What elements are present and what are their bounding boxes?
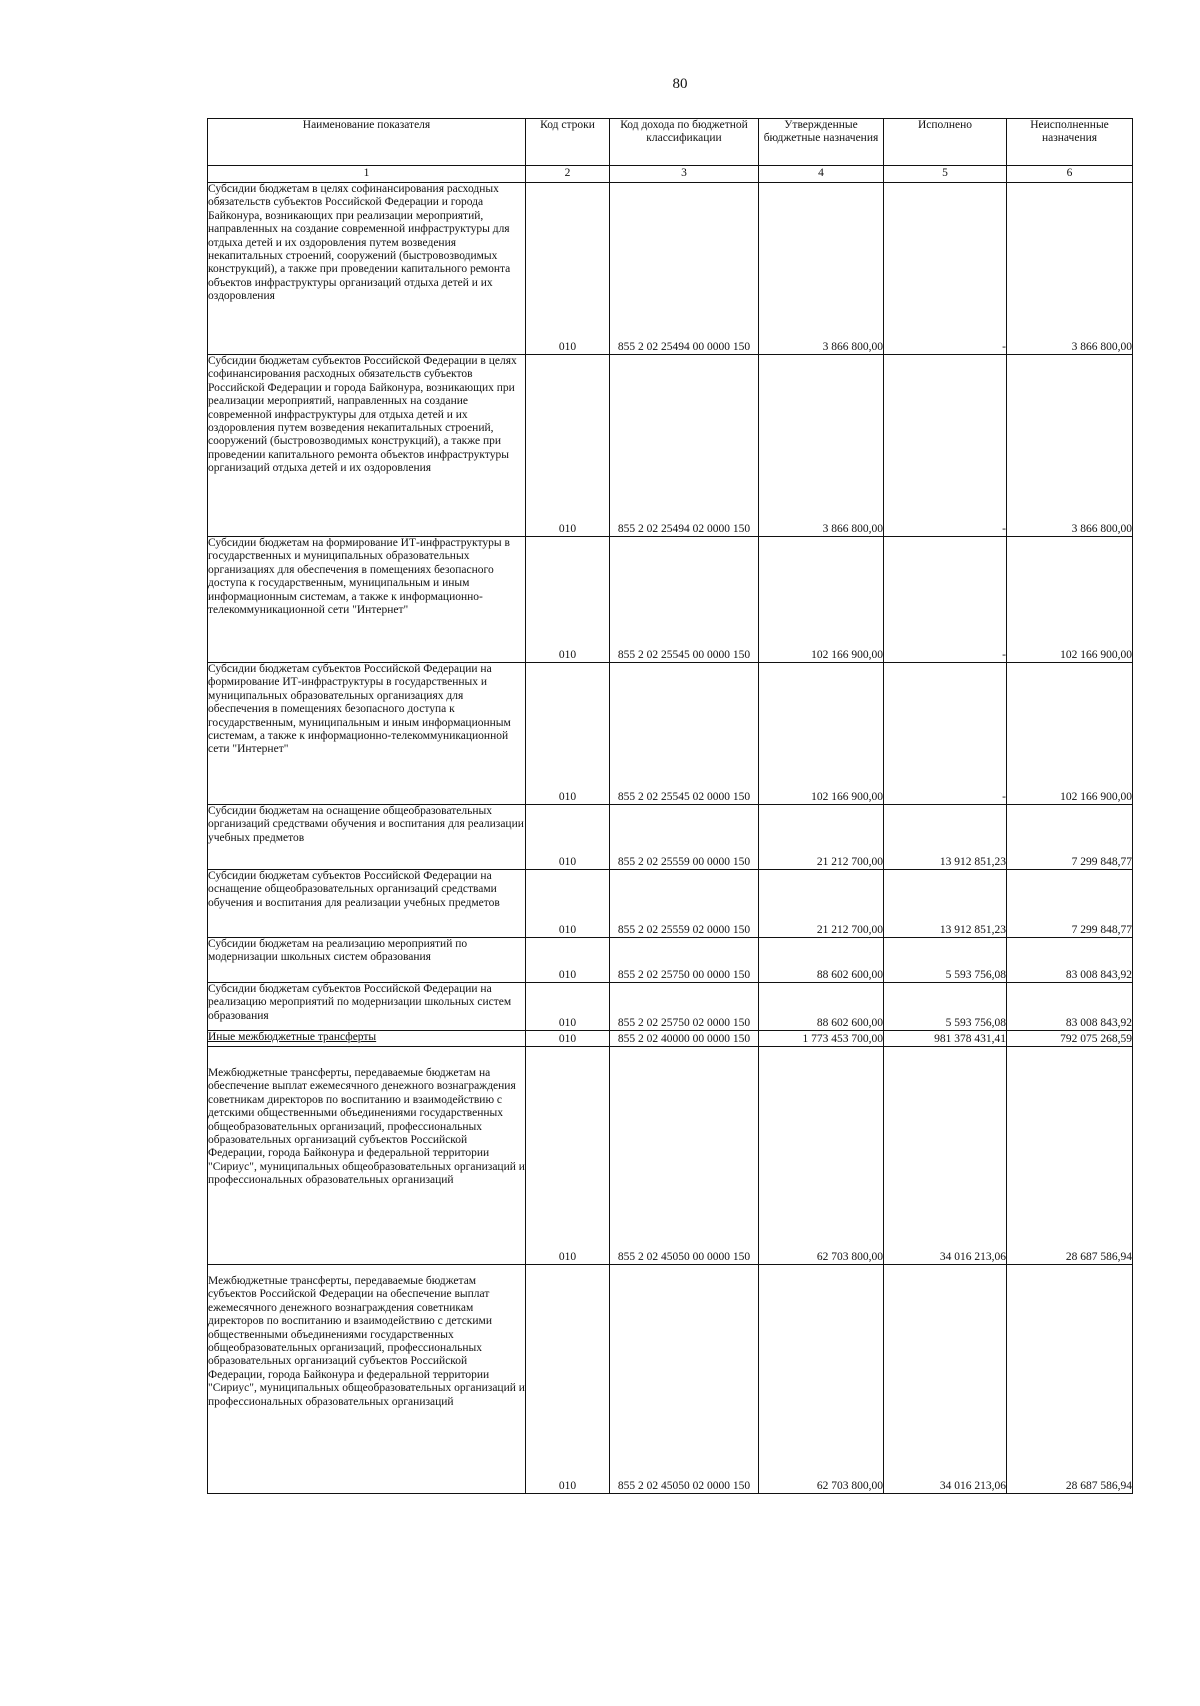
row-name: Субсидии бюджетам на формирование ИТ-инфраструктуры в государственных и муниципальных образовательных организациях для обеспечения в помещениях безопасного доступа к государственным, муниципальным и иным информационным системам, а также к информационно-телекоммуникационной сети "Интернет" [208, 537, 526, 663]
column-numbers-row [208, 166, 1133, 183]
row-approved: 102 166 900,00 [759, 537, 884, 663]
row-executed: 981 378 431,41 [884, 1031, 1007, 1047]
table-row [208, 1265, 1133, 1494]
row-name: Межбюджетные трансферты, передаваемые бюджетам на обеспечение выплат ежемесячного денежного вознаграждения советникам директоров по воспитанию и взаимодействию с детскими общественными объединениями государственных общеобразовательных организаций, профессиональных образовательных организаций субъектов Российской Федерации, города Байконура и федеральной территории "Сириус", муниципальных общеобразовательных организаций и профессиональных образовательных организаций [208, 1047, 526, 1265]
row-executed: - [884, 663, 1007, 805]
row-kbk: 855 2 02 45050 02 0000 150 [610, 1265, 759, 1494]
table-row [208, 355, 1133, 537]
row-kbk: 855 2 02 45050 00 0000 150 [610, 1047, 759, 1265]
row-unexecuted: 3 866 800,00 [1007, 355, 1133, 537]
row-unexecuted: 102 166 900,00 [1007, 537, 1133, 663]
row-approved: 3 866 800,00 [759, 183, 884, 355]
row-approved: 102 166 900,00 [759, 663, 884, 805]
table-row [208, 1031, 1133, 1047]
row-approved: 88 602 600,00 [759, 983, 884, 1031]
row-code: 010 [526, 938, 610, 983]
row-unexecuted: 83 008 843,92 [1007, 983, 1133, 1031]
row-executed: 13 912 851,23 [884, 805, 1007, 870]
row-code: 010 [526, 1047, 610, 1265]
header-unexecuted: Неисполненные назначения [1007, 119, 1133, 166]
table-row [208, 938, 1133, 983]
row-code: 010 [526, 805, 610, 870]
row-unexecuted: 792 075 268,59 [1007, 1031, 1133, 1047]
row-unexecuted: 7 299 848,77 [1007, 870, 1133, 938]
row-code: 010 [526, 983, 610, 1031]
row-executed: - [884, 537, 1007, 663]
row-approved: 62 703 800,00 [759, 1265, 884, 1494]
row-name: Межбюджетные трансферты, передаваемые бюджетам субъектов Российской Федерации на обеспечение выплат ежемесячного денежного вознаграждения советникам директоров по воспитанию и взаимодействию с детскими общественными объединениями государственных общеобразовательных организаций, профессиональных образовательных организаций субъектов Российской Федерации, города Байконура и федеральной территории "Сириус", муниципальных общеобразовательных организаций и профессиональных образовательных организаций [208, 1265, 526, 1494]
column-number: 3 [610, 166, 759, 183]
header-row-code: Код строки [526, 119, 610, 166]
row-executed: - [884, 183, 1007, 355]
row-code: 010 [526, 537, 610, 663]
column-number: 6 [1007, 166, 1133, 183]
row-code: 010 [526, 870, 610, 938]
table-row [208, 983, 1133, 1031]
header-approved: Утвержденные бюджетные назначения [759, 119, 884, 166]
row-approved: 21 212 700,00 [759, 805, 884, 870]
row-kbk: 855 2 02 25750 00 0000 150 [610, 938, 759, 983]
row-unexecuted: 3 866 800,00 [1007, 183, 1133, 355]
row-code: 010 [526, 355, 610, 537]
row-approved: 3 866 800,00 [759, 355, 884, 537]
row-kbk: 855 2 02 25559 02 0000 150 [610, 870, 759, 938]
header-income-code: Код дохода по бюджетной классификации [610, 119, 759, 166]
row-executed: 5 593 756,08 [884, 983, 1007, 1031]
row-name: Субсидии бюджетам субъектов Российской Федерации на реализацию мероприятий по модернизации школьных систем образования [208, 983, 526, 1031]
table-row [208, 805, 1133, 870]
table-row [208, 663, 1133, 805]
header-executed: Исполнено [884, 119, 1007, 166]
column-number: 4 [759, 166, 884, 183]
column-number: 5 [884, 166, 1007, 183]
header-name: Наименование показателя [208, 119, 526, 166]
table-row [208, 870, 1133, 938]
page-number: 80 [672, 76, 688, 92]
row-kbk: 855 2 02 25545 02 0000 150 [610, 663, 759, 805]
row-code: 010 [526, 1031, 610, 1047]
row-name: Иные межбюджетные трансферты [208, 1031, 526, 1047]
table-row [208, 1047, 1133, 1265]
row-kbk: 855 2 02 25545 00 0000 150 [610, 537, 759, 663]
row-name: Субсидии бюджетам субъектов Российской Федерации на оснащение общеобразовательных организаций средствами обучения и воспитания для реализации учебных предметов [208, 870, 526, 938]
row-executed: 34 016 213,06 [884, 1265, 1007, 1494]
row-approved: 21 212 700,00 [759, 870, 884, 938]
row-unexecuted: 28 687 586,94 [1007, 1265, 1133, 1494]
table-row [208, 183, 1133, 355]
column-number: 1 [208, 166, 526, 183]
row-kbk: 855 2 02 25494 00 0000 150 [610, 183, 759, 355]
row-approved: 1 773 453 700,00 [759, 1031, 884, 1047]
table-row [208, 537, 1133, 663]
row-approved: 62 703 800,00 [759, 1047, 884, 1265]
row-unexecuted: 28 687 586,94 [1007, 1047, 1133, 1265]
row-code: 010 [526, 183, 610, 355]
row-name: Субсидии бюджетам субъектов Российской Федерации в целях софинансирования расходных обязательств субъектов Российской Федерации и города Байконура, возникающих при реализации мероприятий, направленных на создание современной инфраструктуры для отдыха детей и их оздоровления путем возведения некапитальных строений, сооружений (быстровозводимых конструкций), а также при проведении капитального ремонта объектов инфраструктуры организаций отдыха детей и их оздоровления [208, 355, 526, 537]
row-unexecuted: 7 299 848,77 [1007, 805, 1133, 870]
header-row [208, 119, 1133, 166]
row-name: Субсидии бюджетам в целях софинансирования расходных обязательств субъектов Российской Федерации и города Байконура, возникающих при реализации мероприятий, направленных на создание современной инфраструктуры для отдыха детей и их оздоровления путем возведения некапитальных строений, сооружений (быстровозводимых конструкций), а также при проведении капитального ремонта объектов инфраструктуры организаций отдыха детей и их оздоровления [208, 183, 526, 355]
row-name: Субсидии бюджетам на оснащение общеобразовательных организаций средствами обучения и воспитания для реализации учебных предметов [208, 805, 526, 870]
row-executed: 34 016 213,06 [884, 1047, 1007, 1265]
row-unexecuted: 102 166 900,00 [1007, 663, 1133, 805]
row-code: 010 [526, 1265, 610, 1494]
row-kbk: 855 2 02 25494 02 0000 150 [610, 355, 759, 537]
row-name: Субсидии бюджетам на реализацию мероприятий по модернизации школьных систем образования [208, 938, 526, 983]
row-code: 010 [526, 663, 610, 805]
row-executed: - [884, 355, 1007, 537]
row-kbk: 855 2 02 25559 00 0000 150 [610, 805, 759, 870]
row-approved: 88 602 600,00 [759, 938, 884, 983]
column-number: 2 [526, 166, 610, 183]
row-executed: 5 593 756,08 [884, 938, 1007, 983]
row-kbk: 855 2 02 25750 02 0000 150 [610, 983, 759, 1031]
row-unexecuted: 83 008 843,92 [1007, 938, 1133, 983]
row-kbk: 855 2 02 40000 00 0000 150 [610, 1031, 759, 1047]
row-executed: 13 912 851,23 [884, 870, 1007, 938]
row-name: Субсидии бюджетам субъектов Российской Федерации на формирование ИТ-инфраструктуры в государственных и муниципальных образовательных организациях для обеспечения в помещениях безопасного доступа к государственным, муниципальным и иным информационным системам, а также к информационно-телекоммуникационной сети "Интернет" [208, 663, 526, 805]
budget-report-table [207, 118, 1133, 1494]
